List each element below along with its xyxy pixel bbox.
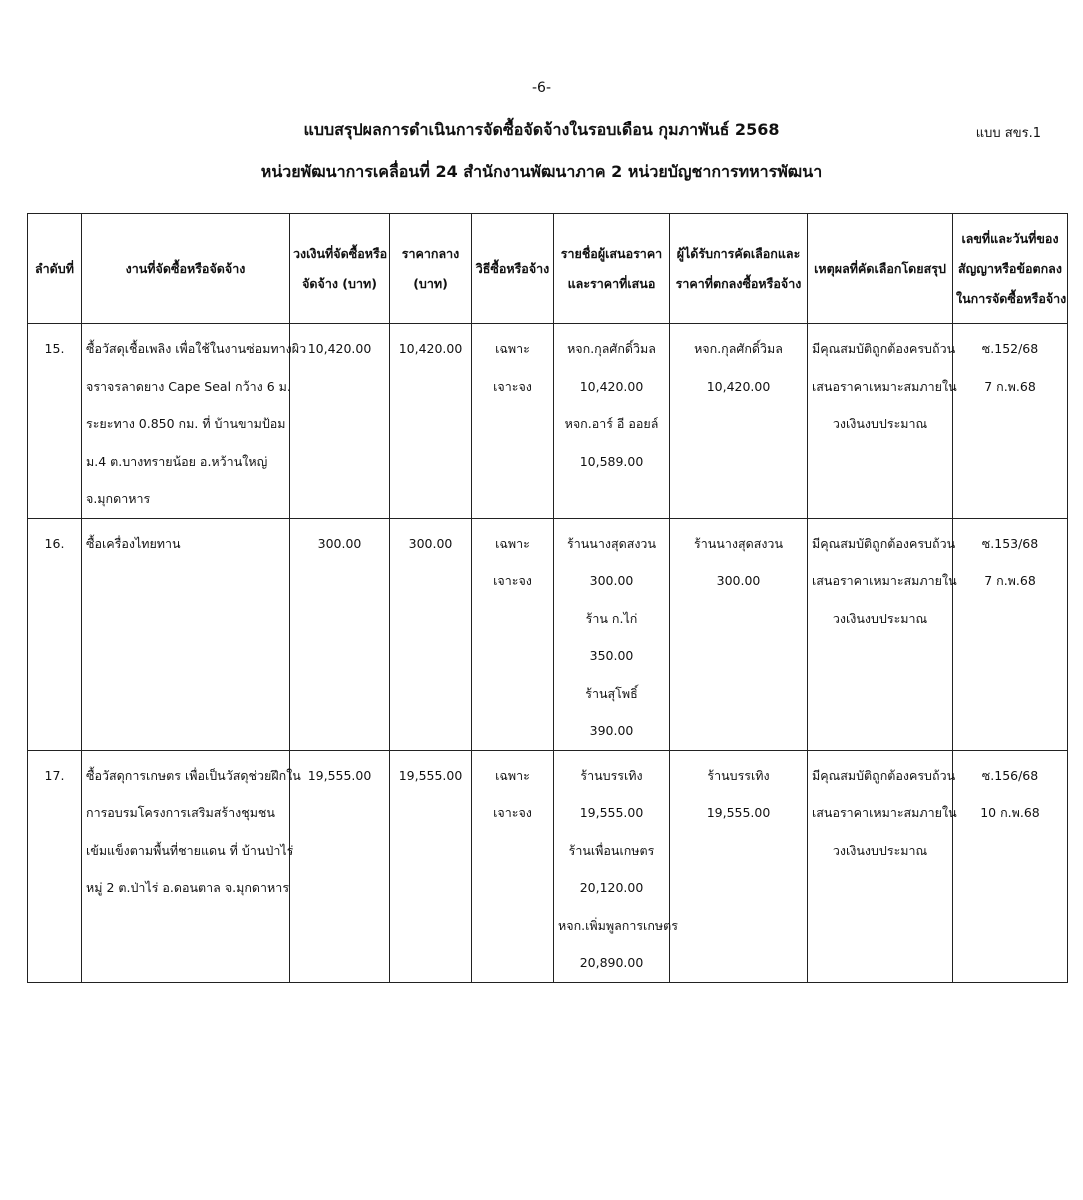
bidder-name: ร้านบรรเทิง xyxy=(580,767,643,783)
cell-bidders xyxy=(554,750,678,982)
header-median-line: (บาท) xyxy=(413,275,448,291)
cell-contract xyxy=(953,518,1068,750)
bidder-name: ร้านสุโพธิ์ xyxy=(585,685,638,701)
selected-price: 300.00 xyxy=(716,573,761,588)
contract-date: 7 ก.พ.68 xyxy=(984,573,1036,588)
header-budget-line: จัดจ้าง (บาท) xyxy=(302,275,377,291)
cell-contract xyxy=(953,324,1068,519)
contract-number: ซ.156/68 xyxy=(981,767,1039,783)
cell-seq: 17. xyxy=(28,750,82,982)
cell-bidders xyxy=(554,518,670,750)
table-header xyxy=(28,214,1068,324)
header-work: งานที่จัดซื้อหรือจัดจ้าง xyxy=(82,214,290,324)
cell-method: เฉพาะเจาะจง xyxy=(472,518,554,750)
reason-line: วงเงินงบประมาณ xyxy=(832,416,928,431)
bidder-price: 20,120.00 xyxy=(579,880,644,895)
cell-median-price: 19,555.00 xyxy=(390,750,472,982)
document-title: แบบสรุปผลการดำเนินการจัดซื้อจัดจ้างในรอบเดือน กุมภาพันธ์ 2568 xyxy=(303,120,780,139)
table-row xyxy=(28,518,1068,750)
reason-line: มีคุณสมบัติถูกต้องครบถ้วน xyxy=(812,767,956,783)
cell-work xyxy=(82,518,290,750)
header-selected-line: ผู้ได้รับการคัดเลือกและ xyxy=(676,245,801,261)
cell-median-price: 10,420.00 xyxy=(390,324,472,519)
work-line: การอบรมโครงการเสริมสร้างชุมชน xyxy=(86,805,275,820)
header-contract-line: เลขที่และวันที่ของ xyxy=(961,230,1059,246)
bidder-price: 390.00 xyxy=(589,723,634,738)
reason-line: วงเงินงบประมาณ xyxy=(832,842,928,858)
cell-reason xyxy=(808,750,957,982)
procurement-summary-table xyxy=(27,213,1068,983)
work-line: ม.4 ต.บางทรายน้อย อ.หว้านใหญ่ xyxy=(86,453,268,469)
cell-work xyxy=(82,324,307,519)
selected-name: ร้านบรรเทิง xyxy=(707,767,770,783)
bidder-price: 20,890.00 xyxy=(579,955,644,970)
cell-reason xyxy=(808,324,957,519)
cell-budget: 19,555.00 xyxy=(290,750,390,982)
contract-date: 7 ก.พ.68 xyxy=(984,378,1036,394)
bidder-price: 10,589.00 xyxy=(579,453,644,469)
header-reason: เหตุผลที่คัดเลือกโดยสรุป xyxy=(808,214,953,324)
cell-budget: 300.00 xyxy=(290,518,390,750)
cell-selected xyxy=(670,324,808,519)
work-line: หมู่ 2 ต.ป่าไร่ อ.ดอนตาล จ.มุกดาหาร xyxy=(86,880,290,895)
header-budget xyxy=(290,214,390,324)
cell-selected xyxy=(670,750,808,982)
cell-reason xyxy=(808,518,957,750)
bidder-name: ร้านนางสุดสงวน xyxy=(567,535,656,551)
bidder-price: 10,420.00 xyxy=(579,378,644,394)
contract-number: ซ.153/68 xyxy=(981,535,1039,551)
cell-budget: 10,420.00 xyxy=(290,324,390,519)
bidder-name: ร้านเพื่อนเกษตร xyxy=(568,842,655,858)
cell-selected xyxy=(670,518,808,750)
table-row xyxy=(28,324,1068,519)
header-bidders-line: รายชื่อผู้เสนอราคา xyxy=(560,245,663,261)
header-contract-line: ในการจัดซื้อหรือจ้าง xyxy=(956,290,1067,306)
bidder-price: 350.00 xyxy=(589,648,634,663)
header-budget-line: วงเงินที่จัดซื้อหรือ xyxy=(293,245,388,261)
bidder-price: 300.00 xyxy=(589,573,634,588)
table-row xyxy=(28,750,1068,982)
header-contract xyxy=(953,214,1068,324)
reason-line: เสนอราคาเหมาะสมภายใน xyxy=(812,573,957,588)
cell-seq: 15. xyxy=(28,324,82,519)
header-selected-line: ราคาที่ตกลงซื้อหรือจ้าง xyxy=(675,275,802,291)
bidder-name: หจก.เพิ่มพูลการเกษตร xyxy=(558,917,678,933)
header-seq: ลำดับที่ xyxy=(28,214,82,324)
selected-price: 19,555.00 xyxy=(706,805,771,820)
bidder-name: ร้าน ก.ไก่ xyxy=(585,610,638,626)
work-line: ระยะทาง 0.850 กม. ที่ บ้านขามป้อม xyxy=(86,416,286,431)
reason-line: มีคุณสมบัติถูกต้องครบถ้วน xyxy=(812,341,956,356)
header-bidders xyxy=(554,214,670,324)
reason-line: มีคุณสมบัติถูกต้องครบถ้วน xyxy=(812,535,956,551)
work-line: ซื้อวัสดุเชื้อเพลิง เพื่อใช้ในงานซ่อมทางผิว xyxy=(86,341,307,356)
reason-line: เสนอราคาเหมาะสมภายใน xyxy=(812,805,957,820)
bidder-name: หจก.อาร์ อี ออยล์ xyxy=(564,416,659,431)
contract-date: 10 ก.พ.68 xyxy=(980,805,1040,820)
form-code: แบบ สขร.1 xyxy=(975,126,1041,141)
bidder-name: หจก.กุลศักดิ์วิมล xyxy=(567,341,656,356)
selected-name: ร้านนางสุดสงวน xyxy=(694,535,783,551)
cell-work xyxy=(82,750,301,982)
work-line: ซื้อเครื่องไทยทาน xyxy=(86,535,181,551)
header-method: วิธีซื้อหรือจ้าง xyxy=(472,214,554,324)
cell-method: เฉพาะเจาะจง xyxy=(472,750,554,982)
work-line: ซื้อวัสดุการเกษตร เพื่อเป็นวัสดุช่วยฝึกใน xyxy=(86,767,301,783)
cell-method: เฉพาะเจาะจง xyxy=(472,324,554,519)
header-median-price xyxy=(390,214,472,324)
cell-bidders xyxy=(554,324,670,519)
work-line: จราจรลาดยาง Cape Seal กว้าง 6 ม. xyxy=(86,378,291,394)
header-bidders-line: และราคาที่เสนอ xyxy=(567,275,656,291)
work-line: เข้มแข็งตามพื้นที่ชายแดน ที่ บ้านป่าไร่ xyxy=(86,842,294,858)
selected-name: หจก.กุลศักดิ์วิมล xyxy=(694,341,783,356)
cell-seq: 16. xyxy=(28,518,82,750)
reason-line: วงเงินงบประมาณ xyxy=(832,610,928,626)
contract-number: ซ.152/68 xyxy=(981,341,1039,356)
bidder-price: 19,555.00 xyxy=(579,805,644,820)
selected-price: 10,420.00 xyxy=(706,378,771,394)
cell-contract xyxy=(953,750,1068,982)
header-median-line: ราคากลาง xyxy=(401,245,460,261)
table-body xyxy=(28,324,1068,983)
page-number: -6- xyxy=(531,80,551,96)
header-contract-line: สัญญาหรือข้อตกลง xyxy=(958,260,1062,276)
document-subtitle: หน่วยพัฒนาการเคลื่อนที่ 24 สำนักงานพัฒนาภาค 2 หน่วยบัญชาการทหารพัฒนา xyxy=(260,162,823,181)
reason-line: เสนอราคาเหมาะสมภายใน xyxy=(812,378,957,394)
cell-median-price: 300.00 xyxy=(390,518,472,750)
work-line: จ.มุกดาหาร xyxy=(86,491,151,506)
header-selected xyxy=(670,214,808,324)
